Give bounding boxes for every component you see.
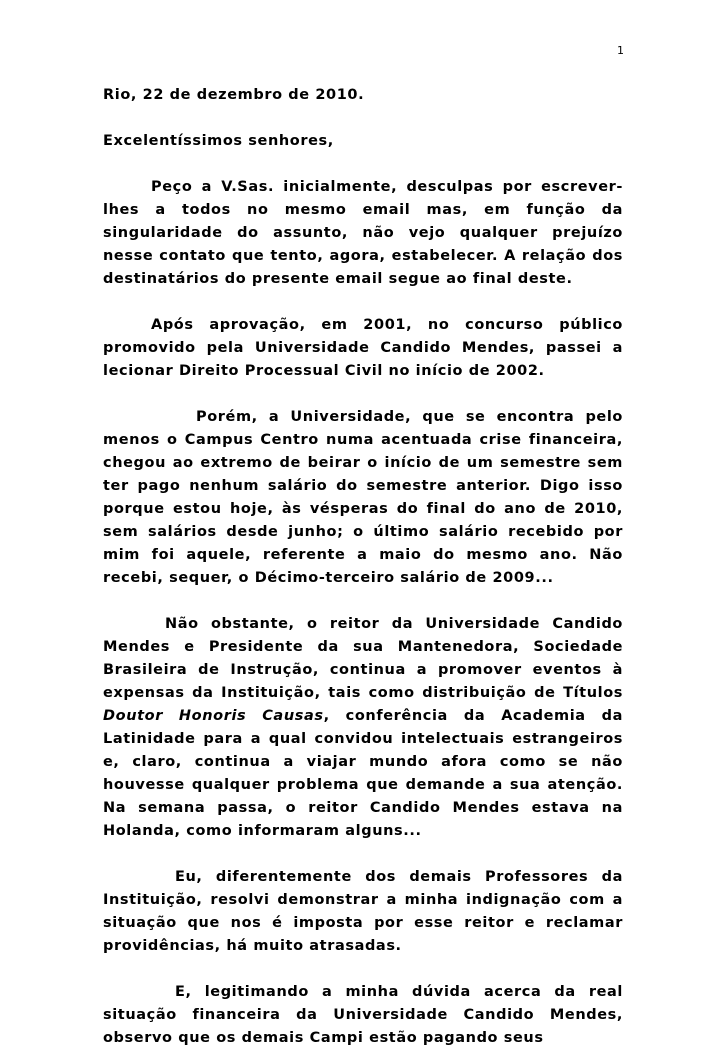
spacer [103, 153, 623, 176]
spacer [103, 291, 623, 314]
paragraph-3: Porém, a Universidade, que se encontra pelo menos o Campus Centro numa acentuada crise financeira, chegou ao extremo de beirar o início de um semestre sem ter pago nenhum salário do semestre anterior. Digo isso porque estou hoje, às vésperas do final do ano de 2010, sem salários desde junho; o último salário recebido por mim foi aquele, referente a maio do mesmo ano. Não recebi, sequer, o Décimo-terceiro salário de 2009... [103, 409, 623, 586]
spacer [103, 958, 623, 981]
paragraph-5: Eu, diferentemente dos demais Professores da Instituição, resolvi demonstrar a minha indignação com a situação que nos é imposta por esse reitor e reclamar providências, há muito atrasadas. [103, 869, 623, 954]
spacer [103, 590, 623, 613]
spacer [103, 107, 623, 130]
date-line: Rio, 22 de dezembro de 2010. [103, 87, 365, 103]
paragraph-1: Peço a V.Sas. inicialmente, desculpas por escrever-lhes a todos no mesmo email mas, em função da singularidade do assunto, não vejo qualquer prejuízo nesse contato que tento, agora, estabelecer. A relação dos destinatários do presente email segue ao final deste. [103, 179, 623, 287]
page-number: 1 [617, 44, 624, 57]
paragraph-2: Após aprovação, em 2001, no concurso público promovido pela Universidade Candido Mendes, passei a lecionar Direito Processual Civil no início de 2002. [103, 317, 623, 379]
spacer [103, 843, 623, 866]
paragraph-4-italic: Doutor Honoris Causas [103, 708, 324, 724]
letter-body [103, 84, 623, 1050]
paragraph-4-text-b: , conferência da Academia da Latinidade para a qual convidou intelectuais estrangeiros e, claro, continua a viajar mundo afora como se não houvesse qualquer problema que demande a sua atenção. Na semana passa, o reitor Candido Mendes estava na Holanda, como informaram alguns... [103, 708, 623, 839]
spacer [103, 383, 623, 406]
paragraph-4 [103, 613, 623, 843]
salutation: Excelentíssimos senhores, [103, 133, 334, 149]
paragraph-4-text-a: Não obstante, o reitor da Universidade Candido Mendes e Presidente da sua Mantenedora, Sociedade Brasileira de Instrução, continua a promover eventos à expensas da Instituição, tais como distribuição de Títulos [103, 616, 623, 701]
paragraph-6: E, legitimando a minha dúvida acerca da real situação financeira da Universidade Candido Mendes, observo que os demais Campi estão pagando seus [103, 984, 623, 1046]
